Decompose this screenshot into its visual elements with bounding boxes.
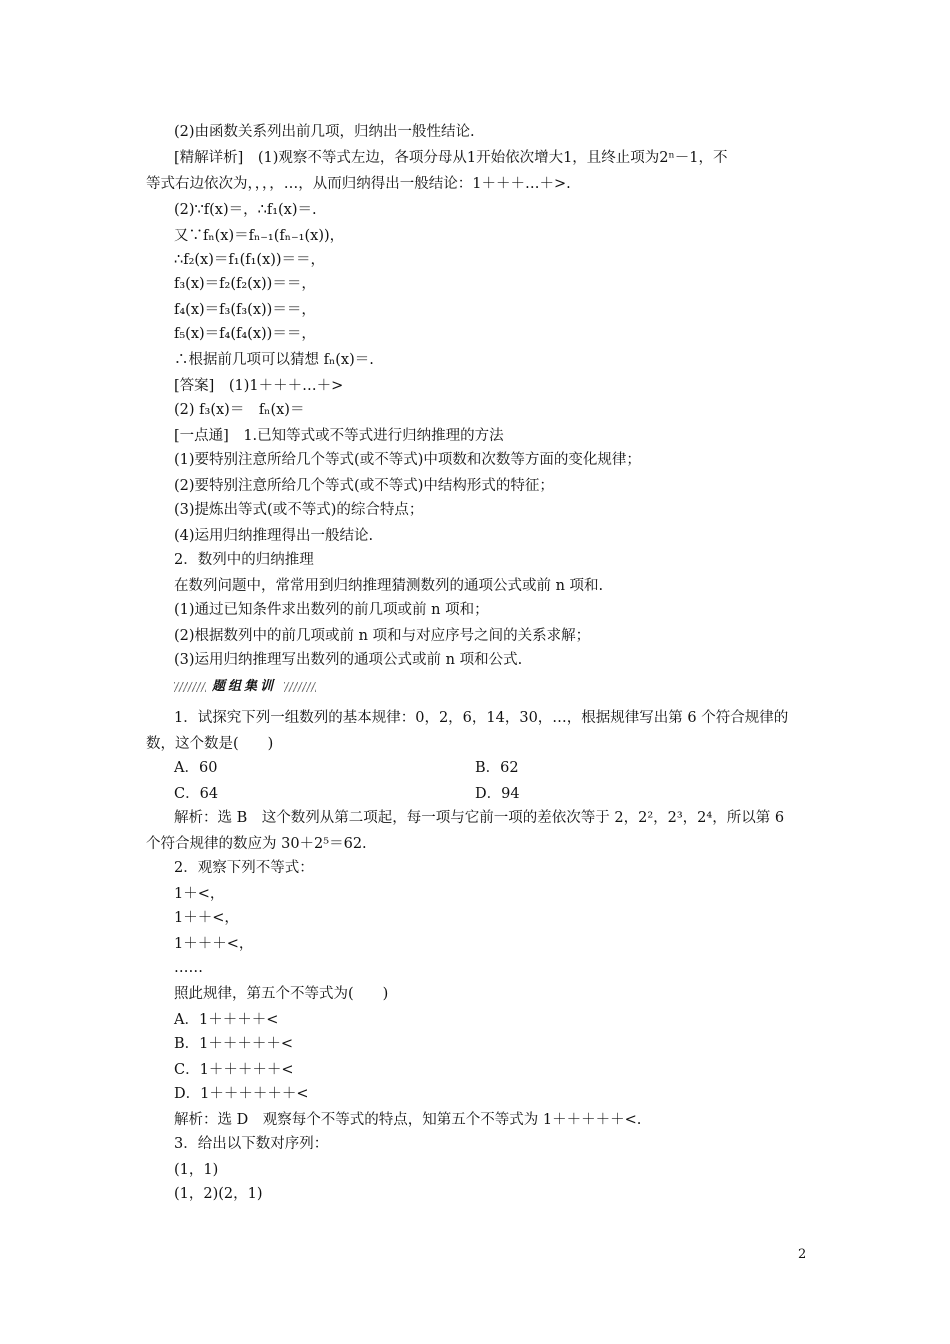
text-line: (3)提炼出等式(或不等式)的综合特点； — [174, 502, 424, 518]
text-line: (3)运用归纳推理写出数列的通项公式或前 n 项和公式. — [174, 652, 523, 668]
text-line: f₅(x)＝f₄(f₄(x))＝＝， — [174, 326, 316, 342]
text-line: 在数列问题中，常常用到归纳推理猜测数列的通项公式或前 n 项和. — [174, 578, 604, 594]
inequality: 1＋<， — [174, 886, 225, 902]
text-line: (4)运用归纳推理得出一般结论. — [174, 528, 374, 544]
pair-row: (1，2)(2，1) — [174, 1186, 263, 1202]
question-1-stem-cont: 数，这个数是( ) — [146, 736, 274, 752]
question-3-stem: 3．给出以下数对序列： — [174, 1136, 329, 1152]
text-line: (1)要特别注意所给几个等式(或不等式)中项数和次数等方面的变化规律； — [174, 452, 641, 468]
hatch-decoration — [284, 682, 316, 692]
text-line: f₃(x)＝f₂(f₂(x))＝＝， — [174, 276, 316, 292]
text-line: (2) f₃(x)＝ fₙ(x)＝ — [174, 402, 305, 418]
option-b: B．1＋＋＋＋＋< — [174, 1036, 294, 1052]
pair-row: (1，1) — [174, 1162, 219, 1178]
text-line: [一点通] 1.已知等式或不等式进行归纳推理的方法 — [174, 428, 504, 444]
text-line: (1)通过已知条件求出数列的前几项或前 n 项和； — [174, 602, 489, 618]
option-d: D．1＋＋＋＋＋＋< — [174, 1086, 309, 1102]
section-banner — [174, 678, 316, 696]
inequality: 1＋＋＋<， — [174, 936, 254, 952]
text-line: 2．数列中的归纳推理 — [174, 552, 314, 568]
question-2-stem: 2．观察下列不等式： — [174, 860, 314, 876]
text-line: 等式右边依次为，，，，…，从而归纳得出一般结论：1＋＋＋…＋>. — [146, 176, 571, 192]
text-line: ∴根据前几项可以猜想 fₙ(x)＝. — [174, 352, 374, 368]
question-1-stem: 1．试探究下列一组数列的基本规律：0，2，6，14，30，…，根据规律写出第 6 个符合规律的 — [174, 710, 789, 726]
question-2-ask: 照此规律，第五个不等式为( ) — [174, 986, 389, 1002]
text-line: [答案] (1)1＋＋＋…＋> — [174, 378, 344, 394]
text-line: (2)由函数关系列出前几项，归纳出一般性结论. — [174, 124, 475, 140]
text-line: (2)∵f(x)＝，∴f₁(x)＝. — [174, 202, 317, 218]
hatch-decoration — [174, 682, 206, 692]
solution-2: 解析：选 D 观察每个不等式的特点，知第五个不等式为 1＋＋＋＋＋<. — [174, 1112, 642, 1128]
text-line: [精解详析] (1)观察不等式左边，各项分母从1开始依次增大1，且终止项为2ⁿ－1，不 — [174, 150, 728, 166]
page-number: 2 — [798, 1247, 807, 1262]
text-line: ∴f₂(x)＝f₁(f₁(x))＝＝， — [174, 252, 326, 268]
solution-1: 解析：选 B 这个数列从第二项起，每一项与它前一项的差依次等于 2，2²，2³，2⁴，所以第 6 — [174, 810, 785, 826]
option-a: A．1＋＋＋＋< — [174, 1012, 279, 1028]
section-banner-title: 题组集训 — [212, 679, 277, 694]
option-b: B．62 — [475, 760, 519, 776]
option-a: A．60 — [174, 760, 218, 776]
text-line: (2)要特别注意所给几个等式(或不等式)中结构形式的特征； — [174, 478, 554, 494]
text-line: f₄(x)＝f₃(f₃(x))＝＝， — [174, 302, 316, 318]
text-line: (2)根据数列中的前几项或前 n 项和与对应序号之间的关系求解； — [174, 628, 591, 644]
solution-1-cont: 个符合规律的数应为 30＋2⁵＝62. — [146, 836, 367, 852]
text-line: 又∵fₙ(x)＝fₙ₋₁(fₙ₋₁(x))， — [174, 228, 345, 244]
option-d: D．94 — [475, 786, 520, 802]
option-c: C．1＋＋＋＋＋< — [174, 1062, 294, 1078]
ellipsis: …… — [174, 960, 203, 976]
inequality: 1＋＋<， — [174, 910, 239, 926]
option-c: C．64 — [174, 786, 219, 802]
